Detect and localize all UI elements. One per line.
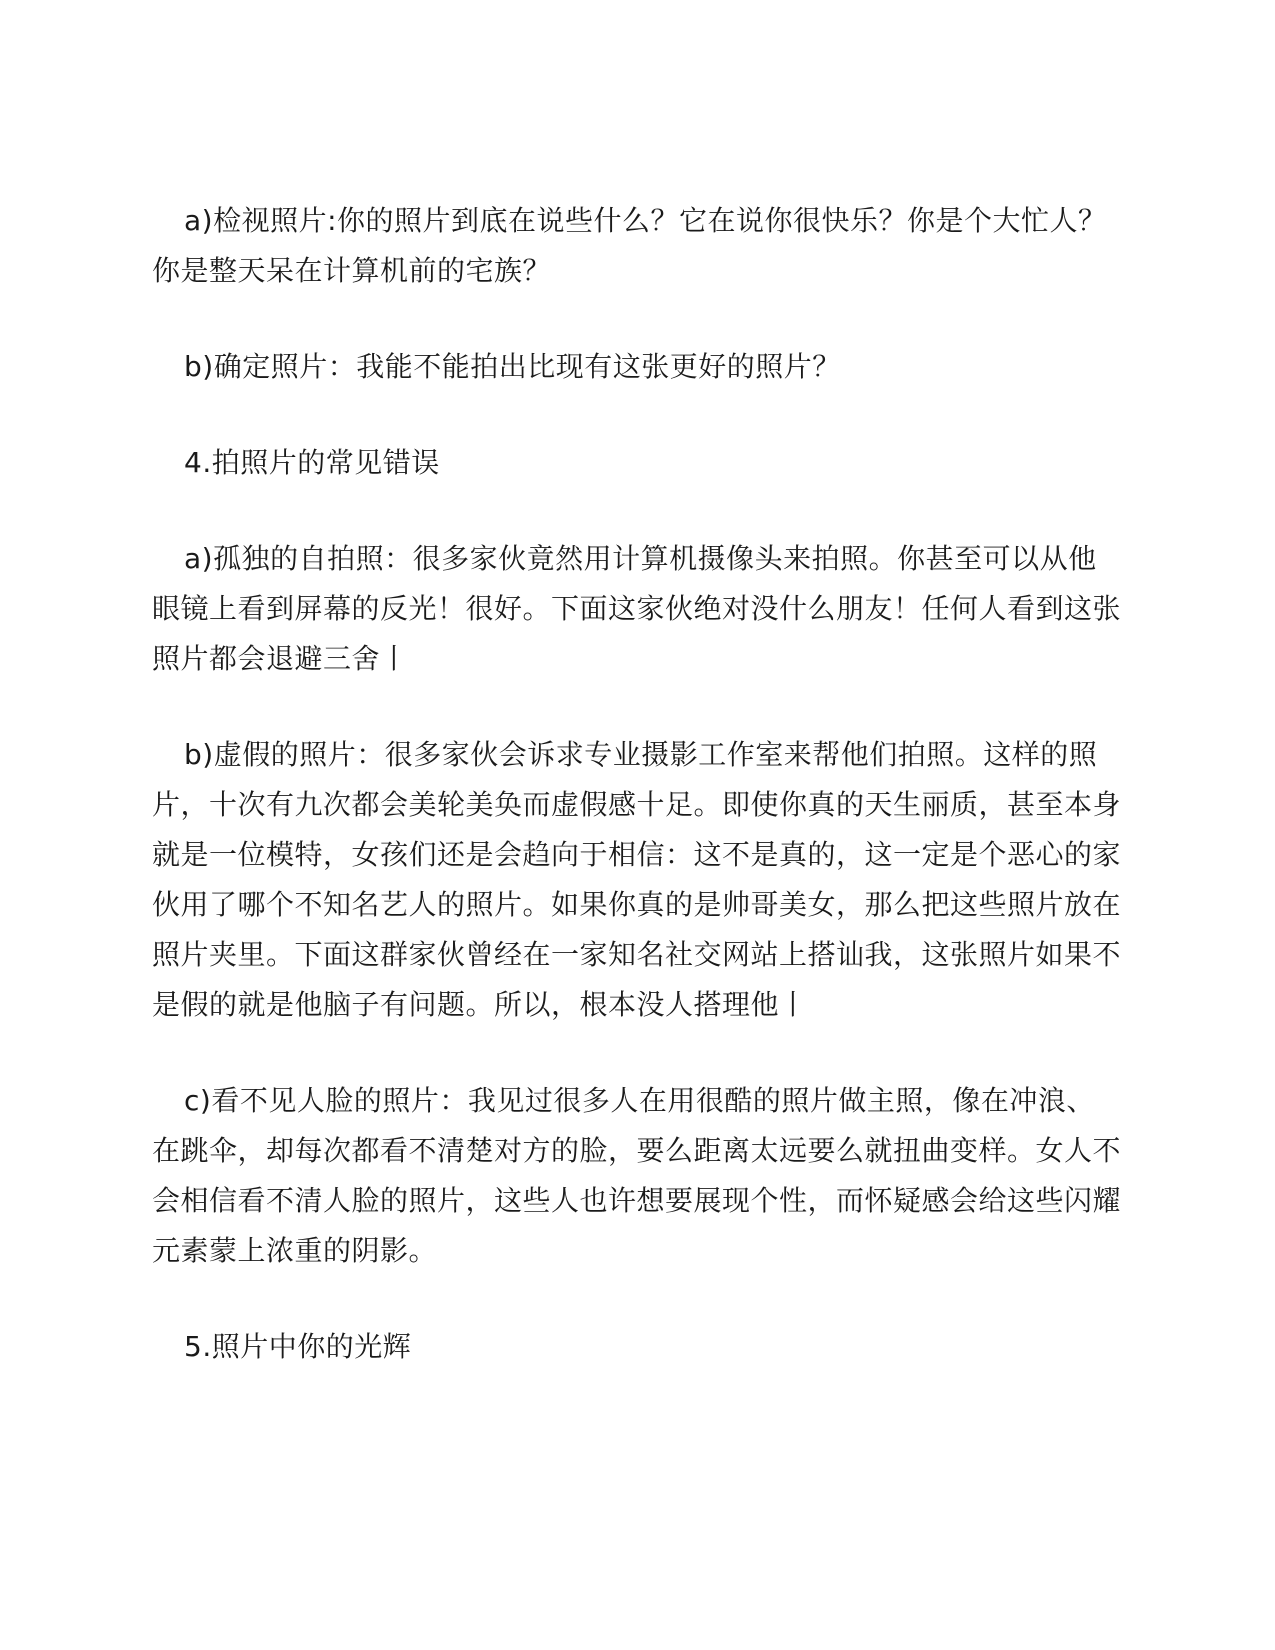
paragraph-no-face-photo: c)看不见人脸的照片：我见过很多人在用很酷的照片做主照，像在冲浪、在跳伞，却每次都看不清楚对方的脸，要么距离太远要么就扭曲变样。女人不会相信看不清人脸的照片，这些人也许想要展现个性，而怀疑感会给这些闪耀元素蒙上浓重的阴影。 xyxy=(152,1084,1122,1267)
paragraph-fake-photo: b)虚假的照片：很多家伙会诉求专业摄影工作室来帮他们拍照。这样的照片，十次有九次都会美轮美奂而虚假感十足。即使你真的天生丽质，甚至本身就是一位模特，女孩们还是会趋向于相信：这不是真的，这一定是个恶心的家伙用了哪个不知名艺人的照片。如果你真的是帅哥美女，那么把这些照片放在照片夹里。下面这群家伙曾经在一家知名社交网站上搭讪我，这张照片如果不是假的就是他脑子有问题。所以，根本没人搭理他丨 xyxy=(152,738,1122,1021)
paragraph-review-photo: a)检视照片:你的照片到底在说些什么？它在说你很快乐？你是个大忙人？你是整天呆在计算机前的宅族？ xyxy=(152,204,1107,287)
document-body xyxy=(152,196,1122,1372)
section-heading-your-shine: 5.照片中你的光辉 xyxy=(184,1330,412,1363)
paragraph-confirm-photo: b)确定照片：我能不能拍出比现有这张更好的照片？ xyxy=(184,350,841,383)
paragraph-lonely-selfie: a)孤独的自拍照：很多家伙竟然用计算机摄像头来拍照。你甚至可以从他眼镜上看到屏幕的反光！很好。下面这家伙绝对没什么朋友！任何人看到这张照片都会退避三舍丨 xyxy=(152,542,1122,675)
section-heading-common-mistakes: 4.拍照片的常见错误 xyxy=(184,446,440,479)
